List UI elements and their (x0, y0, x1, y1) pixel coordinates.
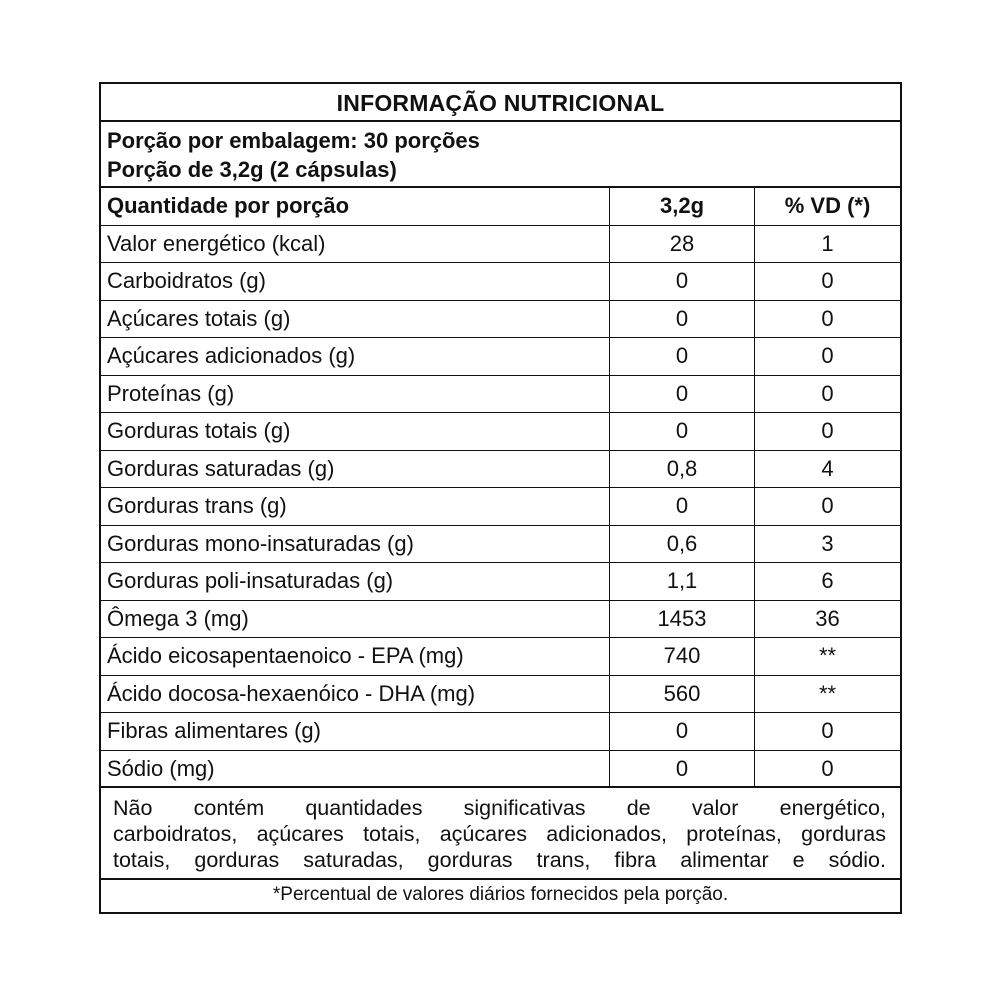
nutrient-dv: 0 (821, 755, 834, 781)
nutrient-dv: 0 (821, 305, 834, 331)
header-amount: 3,2g (610, 188, 755, 225)
nutrient-name: Gorduras totais (g) (101, 413, 610, 450)
nutrient-amount: 28 (610, 226, 755, 263)
table-title: INFORMAÇÃO NUTRICIONAL (101, 84, 900, 122)
nutrient-name: Sódio (mg) (101, 751, 610, 787)
note-line: carboidratos, açúcares totais, açúcares adicionados, proteínas, gorduras (113, 822, 886, 846)
nutrient-name: Valor energético (kcal) (101, 226, 610, 263)
nutrient-name: Gorduras trans (g) (101, 488, 610, 525)
table-row (101, 676, 900, 714)
nutrient-amount: 0 (610, 413, 755, 450)
note-line: totais, gorduras saturadas, gorduras trans, fibra alimentar e sódio. (113, 848, 886, 872)
nutrient-amount: 0 (610, 301, 755, 338)
nutrient-amount: 0 (610, 338, 755, 375)
nutrient-amount: 0,6 (610, 526, 755, 563)
nutrient-name: Açúcares totais (g) (101, 301, 610, 338)
nutrient-name: Proteínas (g) (101, 376, 610, 413)
table-row (101, 563, 900, 601)
nutrient-amount: 560 (610, 676, 755, 713)
table-row (101, 638, 900, 676)
table-row (101, 488, 900, 526)
nutrient-name: Gorduras mono-insaturadas (g) (101, 526, 610, 563)
nutrient-dv: 0 (821, 493, 834, 518)
table-row (101, 413, 900, 451)
header-row (101, 188, 900, 226)
nutrient-dv: 6 (821, 568, 834, 593)
nutrient-dv: 36 (815, 605, 840, 631)
note-line: Não contém quantidades significativas de valor energético, (113, 796, 886, 820)
nutrient-dv: 0 (821, 718, 834, 743)
nutrient-dv: 3 (821, 530, 834, 556)
nutrient-name: Ácido docosa-hexaenóico - DHA (mg) (101, 676, 610, 713)
table-row (101, 713, 900, 751)
nutrient-name: Carboidratos (g) (101, 263, 610, 300)
nutrient-dv: 0 (821, 343, 834, 368)
nutrient-dv: ** (818, 643, 837, 668)
nutrient-amount: 0 (610, 713, 755, 750)
nutrient-amount: 0 (610, 488, 755, 525)
header-dv: % VD (*) (784, 193, 871, 218)
table-row (101, 451, 900, 489)
nutrient-name: Fibras alimentares (g) (101, 713, 610, 750)
daily-value-footnote: *Percentual de valores diários fornecidos pela porção. (272, 884, 729, 905)
nutrient-amount: 0 (610, 263, 755, 300)
insignificant-quantities-note (101, 790, 900, 880)
nutrition-facts-table (99, 82, 902, 914)
table-row (101, 751, 900, 789)
nutrient-name: Gorduras saturadas (g) (101, 451, 610, 488)
header-label: Quantidade por porção (101, 188, 610, 225)
table-row (101, 601, 900, 639)
table-row (101, 263, 900, 301)
nutrient-amount: 740 (610, 638, 755, 675)
servings-per-package: Porção por embalagem: 30 porções (107, 128, 480, 153)
nutrient-name: Ômega 3 (mg) (101, 601, 610, 638)
table-row (101, 526, 900, 564)
table-row (101, 338, 900, 376)
nutrient-name: Açúcares adicionados (g) (101, 338, 610, 375)
serving-info (101, 122, 900, 188)
nutrient-amount: 1453 (610, 601, 755, 638)
nutrient-dv: 4 (821, 455, 834, 481)
table-row (101, 376, 900, 414)
serving-size: Porção de 3,2g (2 cápsulas) (107, 157, 397, 182)
nutrient-grid (101, 188, 900, 788)
nutrient-amount: 0 (610, 751, 755, 787)
nutrient-dv: 0 (821, 380, 834, 406)
nutrient-amount: 1,1 (610, 563, 755, 600)
table-row (101, 301, 900, 339)
nutrient-name: Ácido eicosapentaenoico - EPA (mg) (101, 638, 610, 675)
nutrient-amount: 0 (610, 376, 755, 413)
nutrient-dv: 1 (821, 230, 834, 256)
nutrient-name: Gorduras poli-insaturadas (g) (101, 563, 610, 600)
nutrient-amount: 0,8 (610, 451, 755, 488)
nutrient-dv: ** (818, 680, 837, 706)
nutrient-dv: 0 (821, 418, 834, 443)
table-row (101, 226, 900, 264)
nutrient-dv: 0 (821, 268, 834, 293)
